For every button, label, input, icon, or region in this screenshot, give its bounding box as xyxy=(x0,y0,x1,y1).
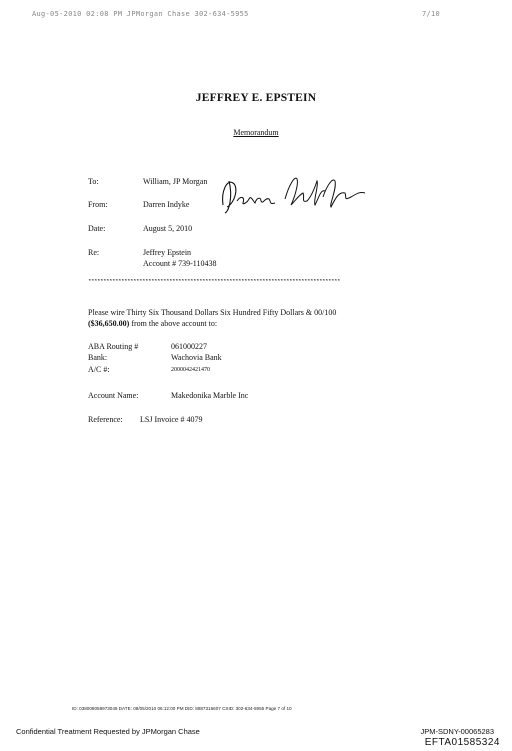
reference-value: LSJ Invoice # 4079 xyxy=(140,415,203,424)
separator-line: ************************************************************************************ xyxy=(88,279,341,285)
confidential-notice: Confidential Treatment Requested by JPMorgan Chase xyxy=(16,727,200,736)
wire-amount: ($36,650.00) xyxy=(88,319,130,328)
date-value: August 5, 2010 xyxy=(143,224,193,233)
to-value: William, JP Morgan xyxy=(143,177,208,186)
re-value-account: Account # 739-110438 xyxy=(143,259,217,268)
wire-instructions xyxy=(88,307,388,329)
wire-text: Please wire Thirty Six Thousand Dollars Six Hundred Fifty Dollars & 00/100 xyxy=(88,308,337,317)
fax-header xyxy=(32,10,482,22)
fax-footer: ID: 038008058973049 DATE: 08/05/2010 06:12:00 PM DID: 8887316607 CSID: 302-634-5955 Page 7 of 10 xyxy=(72,706,292,711)
fax-header-left: Aug-05-2010 02:08 PM JPMorgan Chase 302-634-5955 xyxy=(32,10,249,18)
ac-value: 2000042421470 xyxy=(171,367,210,373)
from-label: From: xyxy=(88,200,108,209)
aba-label: ABA Routing # xyxy=(88,342,139,351)
re-label: Re: xyxy=(88,248,100,257)
bates-number-secondary: EFTA01585324 xyxy=(424,737,500,748)
bank-label: Bank: xyxy=(88,353,108,362)
fax-header-page: 7/10 xyxy=(421,10,440,18)
reference-label: Reference: xyxy=(88,415,123,424)
account-name-value: Makedonika Marble Inc xyxy=(171,391,249,400)
ac-label: A/C #: xyxy=(88,365,110,374)
aba-value: 061000227 xyxy=(171,342,207,351)
memo-title: JEFFREY E. EPSTEIN xyxy=(195,92,317,104)
from-value: Darren Indyke xyxy=(143,200,190,209)
re-value-name: Jeffrey Epstein xyxy=(143,248,192,257)
signature-image xyxy=(219,167,371,219)
to-label: To: xyxy=(88,177,99,186)
bank-value: Wachovia Bank xyxy=(171,353,222,362)
wire-text-end: from the above account to: xyxy=(131,319,218,328)
bates-number-primary: JPM-SDNY-00065283 xyxy=(420,727,494,736)
account-name-label: Account Name: xyxy=(88,391,139,400)
memo-label: Memorandum xyxy=(233,128,279,137)
date-label: Date: xyxy=(88,224,106,233)
